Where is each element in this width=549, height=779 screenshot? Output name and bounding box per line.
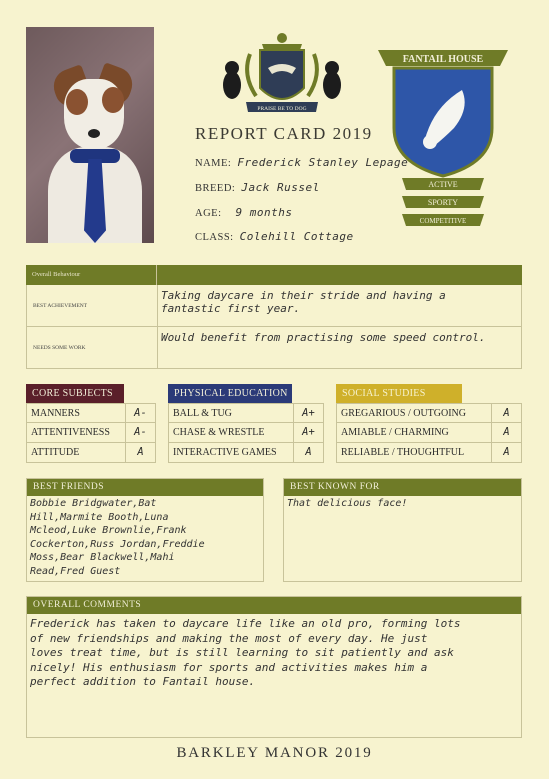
subject-name: BALL & TUG <box>173 408 232 419</box>
class-field <box>195 230 354 243</box>
subject-grade: A <box>491 423 521 442</box>
name-label: NAME: <box>195 158 232 169</box>
name-value: Frederick Stanley Lepage <box>237 156 409 169</box>
house-value-2: SPORTY <box>427 198 459 207</box>
house-value-1: ACTIVE <box>428 180 458 189</box>
core-subjects-title: CORE SUBJECTS <box>26 384 124 403</box>
house-value-3: COMPETITIVE <box>419 217 467 225</box>
subject-grade: A- <box>125 423 155 442</box>
table-row <box>168 443 324 463</box>
best-friends-title: BEST FRIENDS <box>27 479 263 496</box>
behaviour-label: BEST ACHIEVEMENT <box>27 285 158 326</box>
list-item: Cockerton,Russ Jordan,Freddie <box>30 538 205 550</box>
pe-title: PHYSICAL EDUCATION <box>168 384 292 403</box>
list-item: Bobbie Bridgwater,Bat <box>30 498 157 509</box>
subject-name: ATTITUDE <box>31 447 80 458</box>
table-row <box>26 443 156 463</box>
behaviour-title: Overall Behaviour <box>26 265 157 285</box>
table-row <box>336 423 522 443</box>
behaviour-label: NEEDS SOME WORK <box>27 327 158 368</box>
list-item: Read,Fred Guest <box>30 565 121 577</box>
table-row <box>336 443 522 463</box>
subject-grade: A <box>491 404 521 422</box>
subject-grade: A <box>125 443 155 462</box>
subject-grade: A <box>293 443 323 462</box>
table-row <box>26 403 156 423</box>
report-title: REPORT CARD 2019 <box>195 124 373 143</box>
comment-line: nicely! His enthusiasm for sports and activities makes him a <box>30 660 428 674</box>
behaviour-row-achievement <box>26 285 522 327</box>
subject-name: INTERACTIVE GAMES <box>173 447 277 458</box>
physical-education-table <box>168 384 324 463</box>
overall-comments-box <box>26 596 522 738</box>
table-row <box>336 403 522 423</box>
list-item: Hill,Marmite Booth,Luna <box>30 511 169 523</box>
subject-grade: A- <box>125 404 155 422</box>
footer-title: BARKLEY MANOR 2019 <box>176 745 373 761</box>
comment-line: loves treat time, but is still learning to sit patiently and ask <box>30 646 454 659</box>
social-studies-title: SOCIAL STUDIES <box>336 384 462 403</box>
subject-grade: A+ <box>293 423 323 442</box>
subject-name: CHASE & WRESTLE <box>173 427 265 438</box>
subject-name: ATTENTIVENESS <box>31 427 110 438</box>
social-studies-table <box>336 384 522 463</box>
comment-line: Frederick has taken to daycare life like an old pro, forming lots <box>30 617 461 630</box>
subject-name: AMIABLE / CHARMING <box>341 427 449 438</box>
breed-label: BREED: <box>195 183 236 194</box>
behaviour-value: Would benefit from practising some speed control. <box>161 331 486 344</box>
best-friends-box <box>26 478 264 582</box>
class-value: Colehill Cottage <box>239 230 354 243</box>
best-known-for-text: That delicious face! <box>287 498 408 509</box>
table-row <box>168 423 324 443</box>
age-label: AGE: <box>195 208 222 219</box>
comment-line: of new friendships and making the most of every day. He just <box>30 631 428 645</box>
behaviour-value: Taking daycare in their stride and having a fantastic first year. <box>161 289 446 315</box>
breed-field <box>195 181 320 194</box>
list-item: Moss,Bear Blackwell,Mahi <box>30 552 175 563</box>
crest-motto: PRAISE BE TO DOG <box>257 106 307 112</box>
house-name: FANTAIL HOUSE <box>402 54 484 65</box>
best-known-for-box <box>283 478 522 582</box>
class-label: CLASS: <box>195 232 234 243</box>
core-subjects-table <box>26 384 156 463</box>
name-field <box>195 156 408 169</box>
dog-photo <box>26 27 154 243</box>
breed-value: Jack Russel <box>241 181 320 194</box>
behaviour-row-needs-work <box>26 327 522 369</box>
overall-comments-title: OVERALL COMMENTS <box>27 597 521 614</box>
overall-comments-text <box>27 614 521 691</box>
age-value: 9 months <box>235 206 293 219</box>
age-field <box>195 206 292 219</box>
comment-line: perfect addition to Fantail house. <box>30 675 256 688</box>
subject-name: MANNERS <box>31 408 80 419</box>
school-crest-logo <box>212 30 352 120</box>
table-row <box>168 403 324 423</box>
behaviour-header <box>26 265 522 285</box>
best-known-for-title: BEST KNOWN FOR <box>284 479 521 496</box>
subject-name: RELIABLE / THOUGHTFUL <box>341 447 465 458</box>
subject-grade: A+ <box>293 404 323 422</box>
house-crest-logo <box>372 38 514 238</box>
table-row <box>26 423 156 443</box>
list-item: Mcleod,Luke Brownlie,Frank <box>30 525 187 536</box>
subject-name: GREGARIOUS / OUTGOING <box>341 408 466 419</box>
subject-grade: A <box>491 443 521 462</box>
best-friends-list <box>27 496 263 579</box>
